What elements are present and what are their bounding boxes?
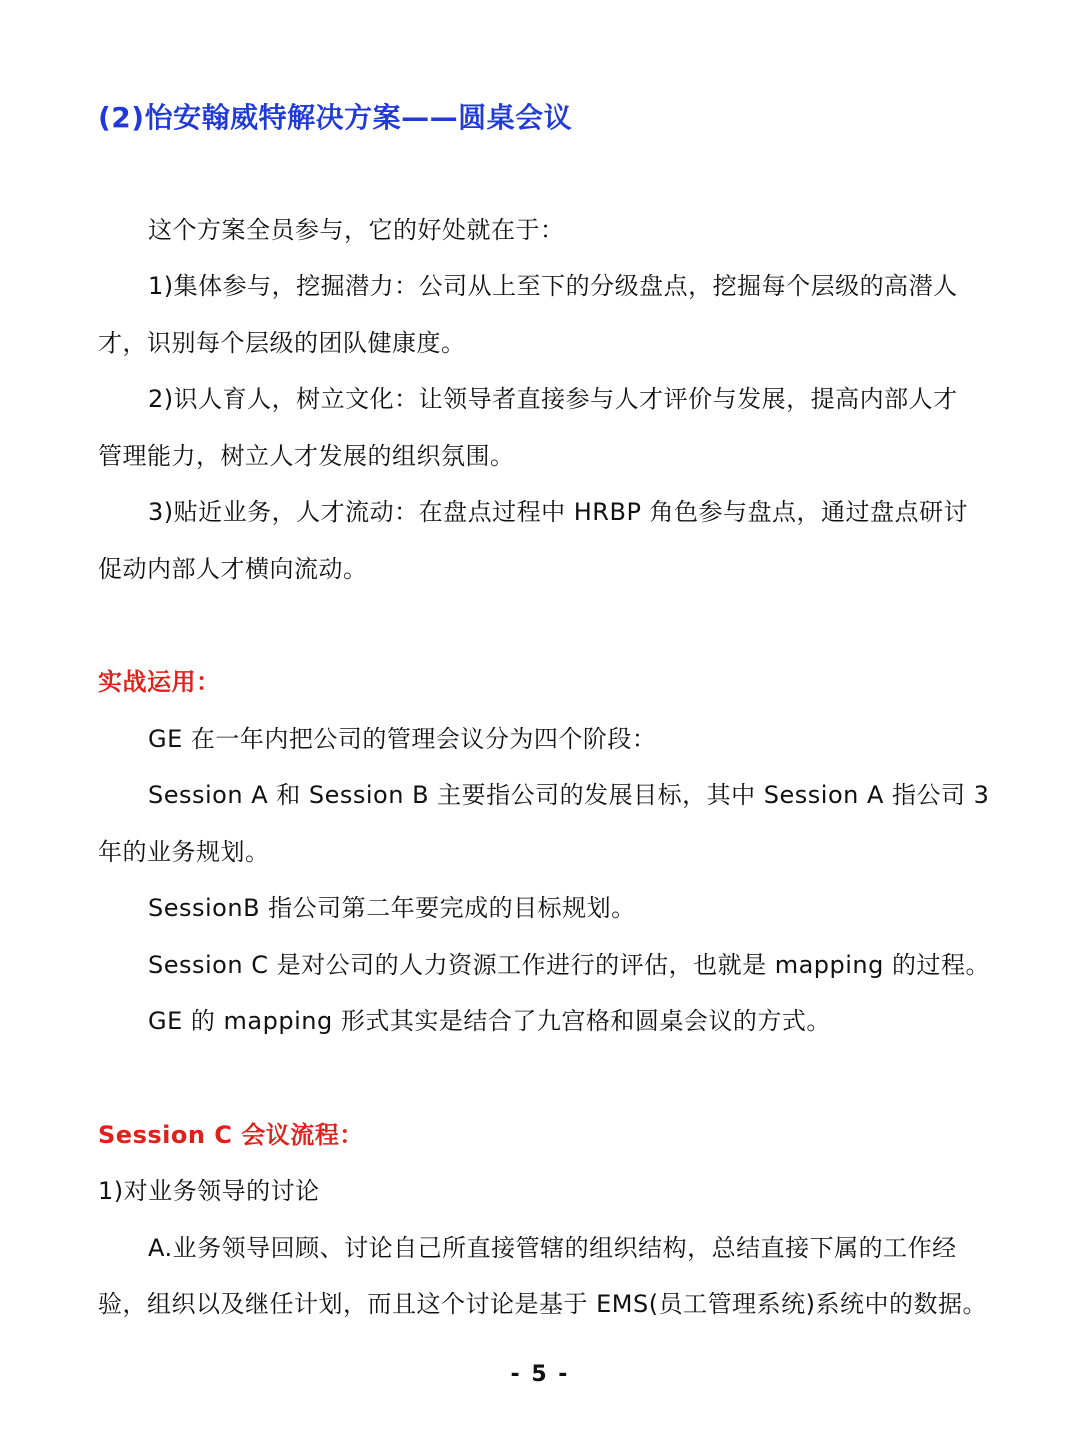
benefit-1-line-1: 1)集体参与，挖掘潜力：公司从上至下的分级盘点，挖掘每个层级的高潜人 <box>148 272 958 300</box>
benefit-3-line-1: 3)贴近业务，人才流动：在盘点过程中 HRBP 角色参与盘点，通过盘点研讨 <box>148 498 969 526</box>
practice-paragraph-2-line-2: 年的业务规划。 <box>98 838 270 866</box>
practice-heading: 实战运用： <box>98 668 221 696</box>
session-c-step-a-line-1: A.业务领导回顾、讨论自己所直接管辖的组织结构，总结直接下属的工作经 <box>148 1234 957 1262</box>
page-number: - 5 - <box>510 1362 570 1387</box>
section-title: (2)怡安翰威特解决方案——圆桌会议 <box>98 101 573 134</box>
practice-paragraph-1: GE 在一年内把公司的管理会议分为四个阶段： <box>148 725 657 753</box>
practice-paragraph-2-line-1: Session A 和 Session B 主要指公司的发展目标，其中 Session A 指公司 3 <box>148 781 990 809</box>
benefit-2-line-1: 2)识人育人，树立文化：让领导者直接参与人才评价与发展，提高内部人才 <box>148 385 958 413</box>
benefit-2-line-2: 管理能力，树立人才发展的组织氛围。 <box>98 442 515 470</box>
session-c-step-a-line-2: 验，组织以及继任计划，而且这个讨论是基于 EMS(员工管理系统)系统中的数据。 <box>98 1290 987 1318</box>
session-c-heading: Session C 会议流程： <box>98 1121 364 1149</box>
benefit-3-line-2: 促动内部人才横向流动。 <box>98 555 368 583</box>
practice-paragraph-3: SessionB 指公司第二年要完成的目标规划。 <box>148 894 636 922</box>
practice-paragraph-5: GE 的 mapping 形式其实是结合了九宫格和圆桌会议的方式。 <box>148 1007 831 1035</box>
practice-paragraph-4: Session C 是对公司的人力资源工作进行的评估，也就是 mapping 的过程。 <box>148 951 991 979</box>
intro-lead: 这个方案全员参与，它的好处就在于： <box>148 216 565 244</box>
benefit-1-line-2: 才，识别每个层级的团队健康度。 <box>98 329 466 357</box>
session-c-step-1: 1)对业务领导的讨论 <box>98 1177 320 1205</box>
